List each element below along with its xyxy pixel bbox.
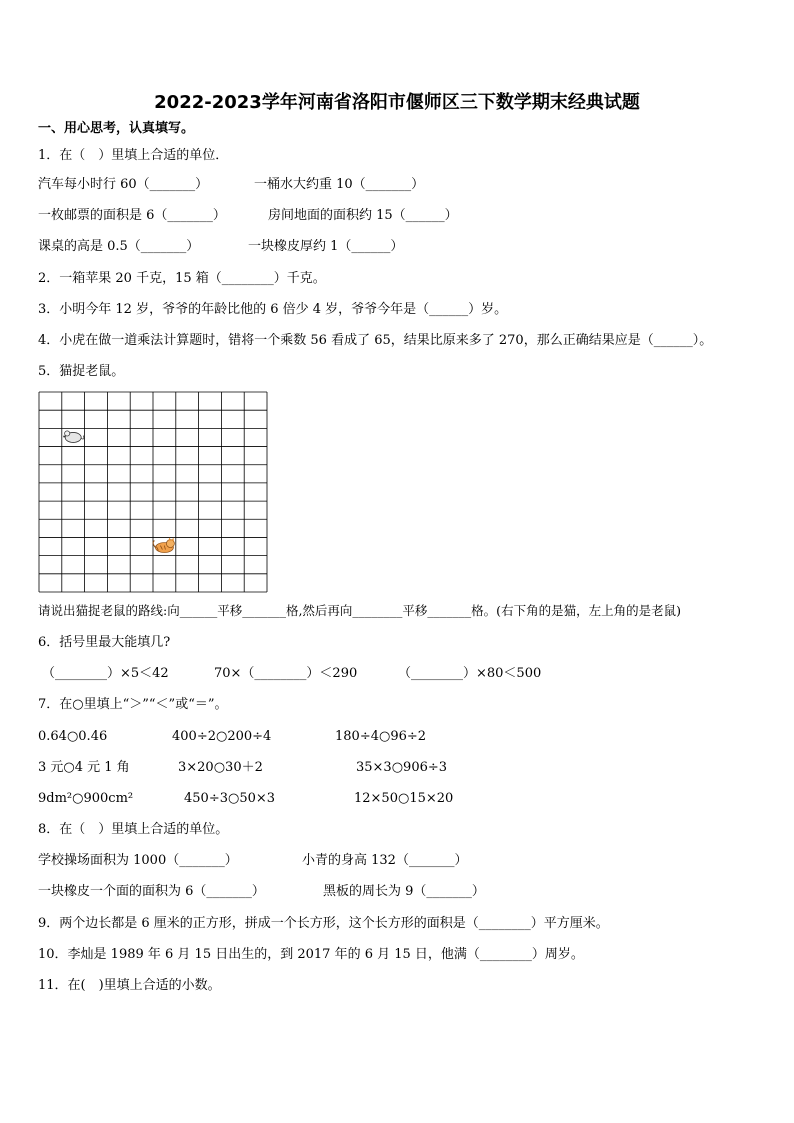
question-6-stem: 6．括号里最大能填几?: [38, 635, 171, 650]
q8-item: 学校操场面积为 1000（_______）: [38, 853, 238, 868]
question-3: 3．小明今年 12 岁，爷爷的年龄比他的 6 倍少 4 岁，爷爷今年是（______）岁。: [38, 302, 508, 317]
q6-item: 70×（________）＜290: [214, 666, 358, 681]
q1-item: 一桶水大约重 10（_______）: [254, 177, 425, 192]
question-1-stem: 1．在（ ）里填上合适的单位．: [38, 148, 229, 163]
question-5-stem: 5．猫捉老鼠。: [38, 364, 125, 379]
q1-item: 一块橡皮厚约 1（______）: [248, 239, 404, 254]
q7-item: 180÷4○96÷2: [335, 729, 427, 744]
question-5-instruction: 请说出猫捉老鼠的路线:向______平移_______格,然后再向________平移_______格。(右下角的是猫，左上角的是老鼠): [38, 603, 681, 618]
grid-lines: [39, 392, 267, 592]
q7-item: 9dm²○900cm²: [38, 791, 134, 806]
q1-item: 课桌的高是 0.5（_______）: [38, 239, 200, 254]
q7-item: 12×50○15×20: [354, 791, 454, 806]
q6-item: （________）×5＜42: [42, 666, 169, 681]
question-11: 11．在( )里填上合适的小数。: [38, 978, 221, 993]
question-7-stem: 7．在○里填上“＞”“＜”或“＝”。: [38, 697, 228, 712]
cat-icon: [153, 538, 174, 553]
q1-item: 房间地面的面积约 15（______）: [268, 208, 458, 223]
q1-item: 汽车每小时行 60（_______）: [38, 177, 209, 192]
q7-item: 450÷3○50×3: [184, 791, 276, 806]
question-4: 4．小虎在做一道乘法计算题时，错将一个乘数 56 看成了 65，结果比原来多了 270，那么正确结果应是（______）。: [38, 333, 713, 348]
q6-item: （________）×80＜500: [398, 666, 542, 681]
q7-item: 35×3○906÷3: [356, 760, 448, 775]
question-8-stem: 8．在（ ）里填上合适的单位。: [38, 822, 229, 837]
q8-item: 小青的身高 132（_______）: [302, 853, 468, 868]
q8-item: 黑板的周长为 9（_______）: [323, 884, 485, 899]
question-9: 9．两个边长都是 6 厘米的正方形，拼成一个长方形，这个长方形的面积是（________）平方厘米。: [38, 916, 609, 931]
question-2: 2．一箱苹果 20 千克，15 箱（________）千克。: [38, 271, 326, 286]
q7-item: 0.64○0.46: [38, 729, 108, 744]
q7-item: 3 元○4 元 1 角: [38, 760, 130, 775]
q7-item: 3×20○30＋2: [178, 760, 263, 775]
question-10: 10．李灿是 1989 年 6 月 15 日出生的，到 2017 年的 6 月 15 日，他满（________）周岁。: [38, 947, 584, 962]
cat-mouse-grid: [38, 391, 269, 594]
q1-item: 一枚邮票的面积是 6（_______）: [38, 208, 226, 223]
grid-svg: [38, 391, 269, 594]
page-title: 2022-2023学年河南省洛阳市偃师区三下数学期末经典试题: [154, 92, 640, 113]
section-heading: 一、用心思考，认真填写。: [38, 121, 195, 136]
q8-item: 一块橡皮一个面的面积为 6（_______）: [38, 884, 265, 899]
q7-item: 400÷2○200÷4: [172, 729, 272, 744]
mouse-icon: [63, 431, 84, 443]
